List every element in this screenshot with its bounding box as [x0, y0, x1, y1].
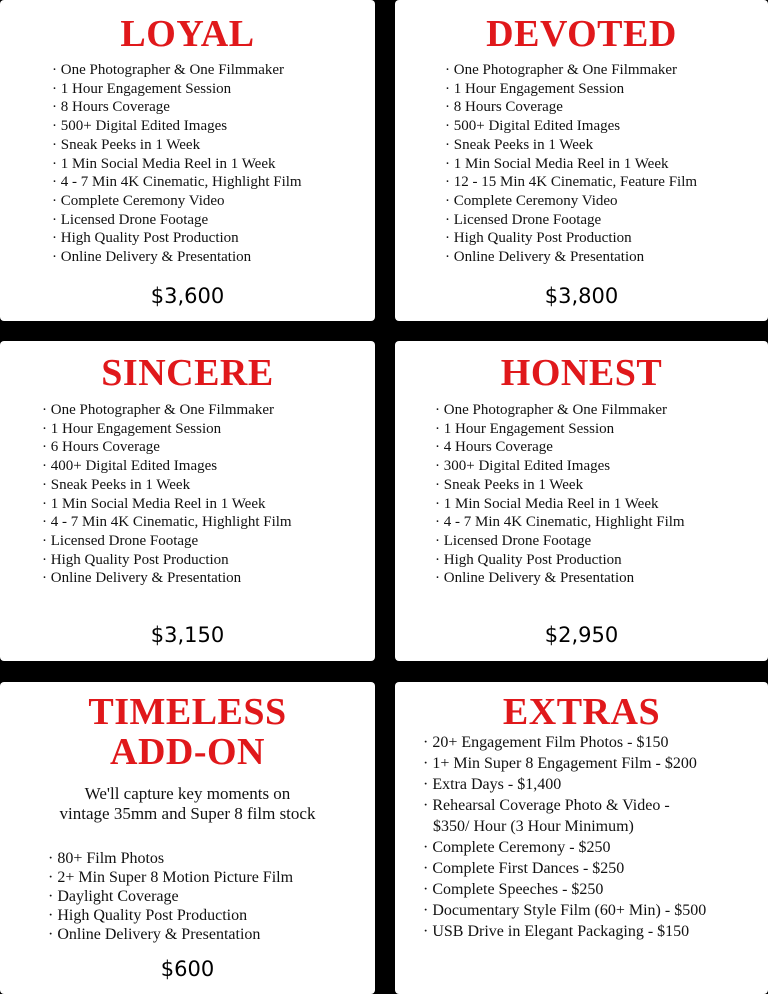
- list-item: · Documentary Style Film (60+ Min) - $500: [423, 900, 768, 921]
- list-item: · Sneak Peeks in 1 Week: [52, 136, 302, 155]
- list-item: · One Photographer & One Filmmaker: [435, 401, 685, 420]
- list-item: $350/ Hour (3 Hour Minimum): [433, 818, 634, 835]
- package-description: We'll capture key moments on: [84, 784, 291, 803]
- list-item: · Daylight Coverage: [48, 887, 293, 906]
- package-card-devoted: [395, 0, 768, 321]
- list-item: · 1 Min Social Media Reel in 1 Week: [445, 155, 697, 174]
- list-item: · Online Delivery & Presentation: [52, 248, 302, 267]
- feature-list: [52, 61, 302, 267]
- list-item: · Sneak Peeks in 1 Week: [445, 136, 697, 155]
- package-title: SINCERE: [101, 352, 274, 394]
- list-item: · 1+ Min Super 8 Engagement Film - $200: [423, 753, 768, 774]
- package-card-timeless: [0, 682, 375, 994]
- list-item: · Sneak Peeks in 1 Week: [42, 476, 292, 495]
- list-item: · 400+ Digital Edited Images: [42, 457, 292, 476]
- package-title: LOYAL: [120, 13, 255, 55]
- list-item: · One Photographer & One Filmmaker: [42, 401, 292, 420]
- list-item: · 8 Hours Coverage: [445, 98, 697, 117]
- list-item: · 4 - 7 Min 4K Cinematic, Highlight Film: [52, 173, 302, 192]
- package-price: $2,950: [544, 623, 619, 647]
- list-item: · 1 Min Social Media Reel in 1 Week: [435, 495, 685, 514]
- package-title: ADD-ON: [110, 731, 265, 773]
- feature-list: [48, 849, 293, 944]
- list-item: · High Quality Post Production: [445, 229, 697, 248]
- package-price: $600: [160, 957, 215, 981]
- list-item: · 4 - 7 Min 4K Cinematic, Highlight Film: [42, 513, 292, 532]
- package-title: HONEST: [500, 352, 663, 394]
- package-description: vintage 35mm and Super 8 film stock: [59, 804, 316, 823]
- list-item: · 6 Hours Coverage: [42, 438, 292, 457]
- list-item: · Extra Days - $1,400: [423, 774, 768, 795]
- list-item: · 8 Hours Coverage: [52, 98, 302, 117]
- list-item: · 1 Hour Engagement Session: [445, 80, 697, 99]
- list-item: · 1 Hour Engagement Session: [52, 80, 302, 99]
- list-item: · Complete Ceremony Video: [445, 192, 697, 211]
- package-title: DEVOTED: [486, 13, 677, 55]
- feature-list: [435, 401, 685, 588]
- list-item: · 20+ Engagement Film Photos - $150: [423, 732, 768, 753]
- list-item: · Rehearsal Coverage Photo & Video -: [423, 795, 768, 816]
- extras-list: [423, 732, 768, 942]
- list-item: · 2+ Min Super 8 Motion Picture Film: [48, 868, 293, 887]
- list-item: · One Photographer & One Filmmaker: [445, 61, 697, 80]
- list-item: · USB Drive in Elegant Packaging - $150: [423, 921, 768, 942]
- package-title: TIMELESS: [88, 691, 287, 733]
- list-item: · 1 Min Social Media Reel in 1 Week: [52, 155, 302, 174]
- list-item: · High Quality Post Production: [48, 906, 293, 925]
- package-price: $3,800: [544, 284, 619, 308]
- list-item: · 4 Hours Coverage: [435, 438, 685, 457]
- list-item: · 12 - 15 Min 4K Cinematic, Feature Film: [445, 173, 697, 192]
- list-item: · Online Delivery & Presentation: [445, 248, 697, 267]
- package-card-sincere: [0, 341, 375, 661]
- list-item: · 300+ Digital Edited Images: [435, 457, 685, 476]
- list-item: · Licensed Drone Footage: [52, 211, 302, 230]
- package-card-loyal: [0, 0, 375, 321]
- list-item: · Licensed Drone Footage: [435, 532, 685, 551]
- list-item: · One Photographer & One Filmmaker: [52, 61, 302, 80]
- list-item: · Complete Ceremony - $250: [423, 837, 768, 858]
- list-item: · 1 Hour Engagement Session: [435, 420, 685, 439]
- list-item: · Licensed Drone Footage: [42, 532, 292, 551]
- extras-card: [395, 682, 768, 994]
- package-price: $3,150: [150, 623, 225, 647]
- list-item: · Sneak Peeks in 1 Week: [435, 476, 685, 495]
- list-item: · High Quality Post Production: [42, 551, 292, 570]
- list-item: · Licensed Drone Footage: [445, 211, 697, 230]
- extras-title: EXTRAS: [502, 691, 661, 733]
- list-item: · 1 Hour Engagement Session: [42, 420, 292, 439]
- list-item: · Online Delivery & Presentation: [48, 925, 293, 944]
- list-item: · Online Delivery & Presentation: [435, 569, 685, 588]
- package-price: $3,600: [150, 284, 225, 308]
- list-item: · 4 - 7 Min 4K Cinematic, Highlight Film: [435, 513, 685, 532]
- list-item: · High Quality Post Production: [435, 551, 685, 570]
- package-card-honest: [395, 341, 768, 661]
- list-item: · 80+ Film Photos: [48, 849, 293, 868]
- list-item: · Online Delivery & Presentation: [42, 569, 292, 588]
- list-item: · High Quality Post Production: [52, 229, 302, 248]
- list-item: · Complete First Dances - $250: [423, 858, 768, 879]
- list-item: · 500+ Digital Edited Images: [52, 117, 302, 136]
- feature-list: [445, 61, 697, 267]
- list-item: · 500+ Digital Edited Images: [445, 117, 697, 136]
- list-item: · Complete Speeches - $250: [423, 879, 768, 900]
- list-item: · Complete Ceremony Video: [52, 192, 302, 211]
- feature-list: [42, 401, 292, 588]
- list-item: · 1 Min Social Media Reel in 1 Week: [42, 495, 292, 514]
